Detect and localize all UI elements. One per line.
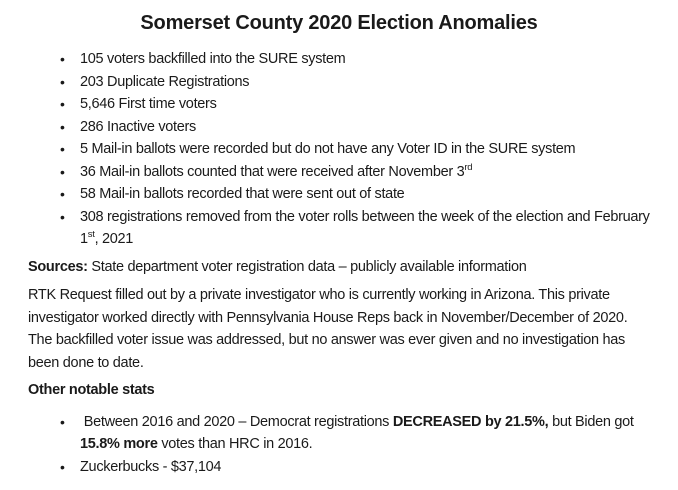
text-segment: , 2021 <box>94 231 134 247</box>
superscript-text: st <box>87 229 95 241</box>
text-segment: 105 voters backfilled into the SURE system <box>80 51 346 67</box>
anomalies-list <box>60 48 658 251</box>
superscript-text: rd <box>464 161 473 173</box>
bullet-marker: • <box>60 163 65 180</box>
list-item-text <box>80 116 658 139</box>
other-stats-list <box>60 411 658 479</box>
bullet-marker: • <box>60 73 65 90</box>
text-segment: 308 registrations removed from the voter rolls between the week of the election and February 1 <box>80 208 654 247</box>
document-title: Somerset County 2020 Election Anomalies <box>140 12 538 34</box>
list-item <box>60 93 658 116</box>
text-segment: 36 Mail-in ballots counted that were received after November 3 <box>80 163 465 180</box>
text-segment: Sources: <box>28 258 88 275</box>
bullet-marker: • <box>60 51 65 67</box>
list-item-text <box>80 161 658 184</box>
sources-line <box>28 256 654 279</box>
list-item <box>60 411 658 456</box>
text-segment: DECREASED by 21.5%, <box>392 413 549 430</box>
bullet-marker: • <box>60 118 65 135</box>
text-segment: but Biden got <box>548 413 638 430</box>
list-item-text <box>80 183 658 206</box>
list-item <box>60 71 658 94</box>
list-item-text <box>80 138 658 161</box>
bullet-marker: • <box>60 141 65 157</box>
list-item-text <box>80 48 658 71</box>
bullet-marker: • <box>60 208 65 225</box>
bullet-marker: • <box>60 96 65 112</box>
list-item <box>60 48 658 71</box>
text-segment: 5 Mail-in ballots were recorded but do not have any Voter ID in the SURE system <box>80 141 576 157</box>
list-item-text <box>80 411 658 456</box>
text-segment: votes than HRC in 2016. <box>157 436 313 452</box>
list-item <box>60 138 658 161</box>
text-segment: State department voter registration data – publicly available information <box>87 258 527 275</box>
bullet-marker: • <box>60 413 65 430</box>
list-item <box>60 161 658 184</box>
list-item <box>60 116 658 139</box>
text-segment: 203 Duplicate Registrations <box>80 73 250 90</box>
list-item-text <box>80 206 658 251</box>
list-item-text <box>80 456 658 479</box>
text-segment: 5,646 First time voters <box>80 96 217 112</box>
list-item-text <box>80 71 658 94</box>
text-segment: 58 Mail-in ballots recorded that were sent out of state <box>80 186 405 202</box>
list-item <box>60 206 658 251</box>
bullet-marker: • <box>60 186 65 202</box>
list-item <box>60 183 658 206</box>
text-segment: 286 Inactive voters <box>80 118 197 135</box>
text-segment: Zuckerbucks - $37,104 <box>80 458 222 475</box>
text-segment: Between 2016 and 2020 – Democrat registrations <box>80 413 393 430</box>
text-segment: 15.8% more <box>80 436 158 452</box>
list-item <box>60 456 658 479</box>
bullet-marker: • <box>60 458 65 475</box>
other-stats-heading: Other notable stats <box>28 382 155 398</box>
rtk-paragraph: RTK Request filled out by a private investigator who is currently working in Arizona. This private investigator worked directly with Pennsylvania House Reps back in November/December of 2020. The backfilled voter issue was addressed, but no answer was ever given and no investigation has been done to date. <box>28 287 628 371</box>
list-item-text <box>80 93 658 116</box>
